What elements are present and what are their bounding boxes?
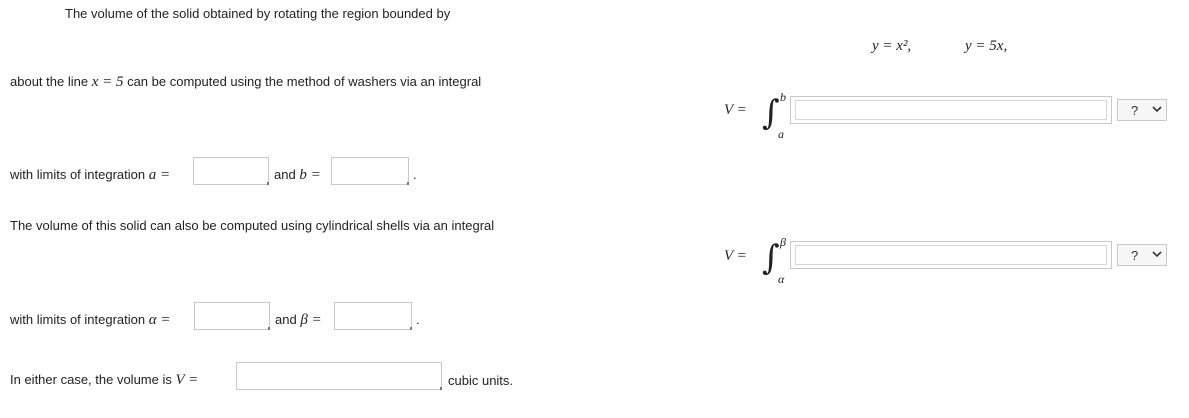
and-text: and xyxy=(274,167,300,182)
final-v-label: V = xyxy=(175,372,199,388)
limit-beta-input[interactable] xyxy=(334,302,412,330)
and-text: and xyxy=(275,312,301,327)
washer-variable-dropdown[interactable] xyxy=(1117,99,1167,121)
units-label: cubic units. xyxy=(448,373,514,388)
limit-b-label xyxy=(274,167,321,184)
washer-upper-limit: b xyxy=(780,90,786,104)
chevron-down-icon xyxy=(1152,104,1162,114)
blank-patch xyxy=(0,0,55,34)
axis-sentence-post: can be computed using the method of washers via an integral xyxy=(123,74,482,89)
intro-text: The volume of the solid obtained by rotating the region bounded by xyxy=(65,6,451,21)
limit-a-label: a = xyxy=(148,167,171,183)
limit-alpha-input[interactable] xyxy=(194,302,270,330)
axis-sentence-pre: about the line xyxy=(10,74,92,89)
shell-v-label: V = xyxy=(724,248,747,264)
period: . xyxy=(413,167,417,182)
limit-beta-symbol: β = xyxy=(300,312,322,328)
limits-washer-label xyxy=(10,167,170,184)
final-sentence xyxy=(10,372,198,389)
chevron-down-icon xyxy=(1152,249,1162,259)
shell-variable-dropdown[interactable] xyxy=(1117,244,1167,266)
dropdown-value: ? xyxy=(1131,103,1139,118)
axis-sentence xyxy=(10,74,481,91)
limit-b-symbol: b = xyxy=(299,167,321,183)
axis-of-rotation: x = 5 xyxy=(91,74,124,90)
limits-washer-pre: with limits of integration xyxy=(10,167,149,182)
washer-integrand-input[interactable] xyxy=(790,96,1112,124)
curve-2: y = 5x, xyxy=(965,38,1008,54)
volume-answer-input[interactable] xyxy=(236,362,442,390)
shell-lower-limit: α xyxy=(778,272,785,286)
limit-alpha-label: α = xyxy=(148,312,171,328)
dropdown-value: ? xyxy=(1131,248,1139,263)
shells-sentence: The volume of this solid can also be computed using cylindrical shells via an integral xyxy=(10,218,495,233)
limit-a-input[interactable] xyxy=(193,157,269,185)
limit-beta-label xyxy=(275,312,322,329)
limit-b-input[interactable] xyxy=(331,157,409,185)
final-pre: In either case, the volume is xyxy=(10,372,176,387)
limits-shell-pre: with limits of integration xyxy=(10,312,149,327)
shell-upper-limit: β xyxy=(780,235,786,249)
washer-v-label: V = xyxy=(724,102,747,118)
washer-integral-sign: ∫ xyxy=(762,93,780,133)
curve-1: y = x², xyxy=(872,38,912,54)
shell-integral-sign: ∫ xyxy=(762,238,780,278)
period: . xyxy=(416,312,420,327)
shell-integrand-input[interactable] xyxy=(790,241,1112,269)
limits-shell-label xyxy=(10,312,170,329)
washer-lower-limit: a xyxy=(778,127,784,141)
